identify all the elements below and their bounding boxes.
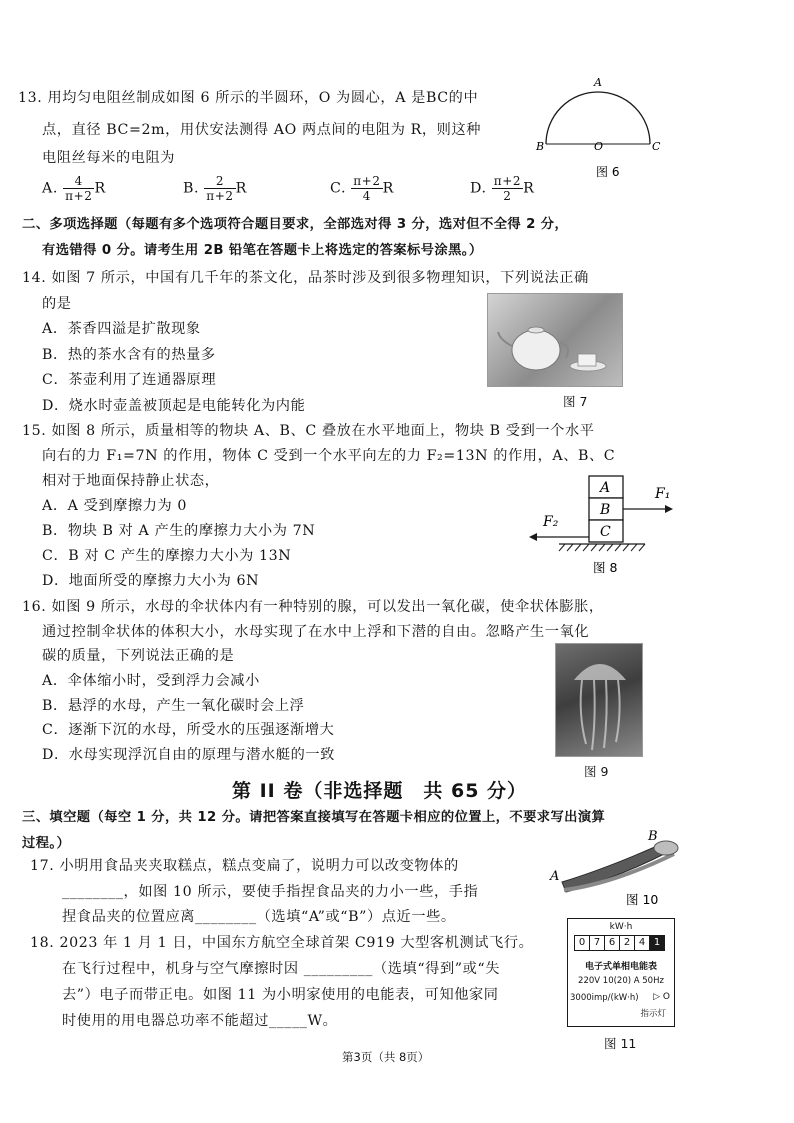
q16-line3: 碳的质量，下列说法正确的是: [42, 648, 235, 664]
svg-text:B: B: [600, 502, 611, 518]
meter-unit: kW·h: [609, 922, 633, 932]
q16-option-d: D．水母实现浮沉自由的原理与潜水艇的一致: [42, 747, 335, 763]
figure-7-teapot-photo: [487, 293, 623, 387]
section2-heading: 二、多项选择题（每题有多个选项符合题目要求，全部选对得 3 分，选对但不全得 2 分，: [22, 217, 569, 232]
q14-line2: 的是: [42, 296, 72, 312]
q14-line1: 14. 如图 7 所示，中国有几千年的茶文化，品茶时涉及到很多物理知识，下列说法正确: [22, 270, 589, 286]
q16-option-a: A．伞体缩小时，受到浮力会减小: [42, 673, 260, 689]
q13-line1: 13. 用均匀电阻丝制成如图 6 所示的半圆环，O 为圆心，A 是BC的中: [18, 90, 479, 106]
q15-option-c: C．B 对 C 产生的摩擦力大小为 13N: [42, 548, 292, 564]
q16-option-c: C．逐渐下沉的水母，所受水的压强逐渐增大: [42, 722, 335, 738]
label-o: O: [594, 140, 604, 153]
fraction: $\frac{\pi+2}{2}$: [493, 174, 522, 203]
q13-option-a: A. $\frac{4}{\pi+2}$ R: [42, 174, 106, 203]
meter-impulse: 3000imp/(kW·h): [570, 993, 639, 1003]
q17-line1: 17. 小明用食品夹夹取糕点，糕点变扁了，说明力可以改变物体的: [30, 858, 459, 874]
indicator-icon: ▷ O: [653, 992, 670, 1002]
svg-text:C: C: [600, 524, 611, 540]
q16-line1: 16. 如图 9 所示，水母的伞状体内有一种特别的腺，可以发出一氧化碳，使伞状体膨胀，: [22, 599, 604, 615]
tongs-label-b: B: [648, 829, 658, 844]
figure-9-jellyfish-photo: [555, 643, 643, 757]
figure-10-tongs-photo: [548, 828, 693, 910]
meter-digit: 6: [605, 936, 620, 950]
svg-text:A: A: [600, 480, 611, 496]
meter-digit: 4: [635, 936, 650, 950]
force-f2-label: F₂: [543, 514, 559, 530]
figure-10-caption: 图 10: [626, 892, 659, 907]
figure-9-caption: 图 9: [584, 764, 609, 779]
q14-option-d: D．烧水时壶盖被顶起是电能转化为内能: [42, 398, 306, 414]
q13-option-c: C. $\frac{\pi+2}{4}$ R: [330, 174, 394, 203]
meter-rating: 220V 10(20) A 50Hz: [578, 976, 664, 986]
figure-11-energy-meter: [567, 918, 675, 1027]
q13-option-b: B. $\frac{2}{\pi+2}$ R: [183, 174, 247, 203]
q15-option-b: B．物块 B 对 A 产生的摩擦力大小为 7N: [42, 523, 316, 539]
q16-line2: 通过控制伞状体的体积大小，水母实现了在水中上浮和下潜的自由。忽略产生一氧化: [42, 624, 590, 640]
fraction: $\frac{2}{\pi+2}$: [206, 174, 234, 203]
q17-line3: 捏食品夹的位置应离________（选填“A”或“B”）点近一些。: [62, 909, 456, 925]
figure-8-caption: 图 8: [593, 560, 618, 575]
q15-line1: 15. 如图 8 所示，质量相等的物块 A、B、C 叠放在水平地面上，物块 B 受到一个水平: [22, 423, 595, 439]
q18-line4: 时使用的用电器总功率不能超过_____W。: [62, 1013, 338, 1029]
figure-8-stacked-blocks: [525, 472, 685, 584]
q15-line3: 相对于地面保持静止状态，: [42, 473, 220, 489]
label-c: C: [652, 140, 661, 153]
label-a: A: [594, 76, 602, 89]
q16-option-b: B．悬浮的水母，产生一氧化碳时会上浮: [42, 698, 305, 714]
q17-line2: ________，如图 10 所示，要使手指捏食品夹的力小一些，手指: [62, 884, 479, 900]
section3-heading-cont: 过程。）: [22, 836, 71, 851]
figure-6-semicircle: [530, 72, 670, 182]
q13-option-d: D. $\frac{\pi+2}{2}$ R: [470, 174, 535, 203]
figure-6-caption: 图 6: [596, 165, 620, 179]
label-b: B: [536, 140, 545, 153]
part2-title: 第 II 卷（非选择题 共 65 分）: [232, 780, 528, 802]
meter-name: 电子式单相电能表: [584, 962, 657, 972]
meter-digit: 0: [575, 936, 590, 950]
q14-option-c: C．茶壶利用了连通器原理: [42, 372, 217, 388]
section2-heading-cont: 有选错得 0 分。请考生用 2B 铅笔在答题卡上将选定的答案标号涂黑。）: [42, 243, 483, 258]
q15-option-d: D．地面所受的摩擦力大小为 6N: [42, 573, 260, 589]
fraction: $\frac{4}{\pi+2}$: [65, 174, 93, 203]
meter-digit-display: [574, 935, 665, 951]
meter-digit-decimal: 1: [650, 936, 664, 950]
section3-heading: 三、填空题（每空 1 分，共 12 分。请把答案直接填写在答题卡相应的位置上，不要求写出演算: [22, 810, 606, 825]
figure-7-caption: 图 7: [563, 394, 588, 409]
indicator-label: 指示灯: [640, 1009, 666, 1019]
q15-option-a: A．A 受到摩擦力为 0: [42, 498, 188, 514]
meter-digit: 2: [620, 936, 635, 950]
q14-option-a: A．茶香四溢是扩散现象: [42, 321, 201, 337]
q18-line1: 18. 2023 年 1 月 1 日，中国东方航空全球首架 C919 大型客机测试飞行。: [30, 935, 534, 951]
figure-11-caption: 图 11: [604, 1036, 637, 1051]
q15-line2: 向右的力 F₁=7N 的作用，物体 C 受到一个水平向左的力 F₂=13N 的作用，A、B、C: [42, 448, 616, 464]
meter-digit: 7: [590, 936, 605, 950]
q13-line3: 电阻丝每米的电阻为: [42, 150, 176, 166]
page-footer: 第3页（共 8页）: [342, 1050, 430, 1064]
q18-line3: 去”）电子而带正电。如图 11 为小明家使用的电能表，可知他家同: [62, 987, 499, 1003]
q18-line2: 在飞行过程中，机身与空气摩擦时因 _________（选填“得到”或“失: [62, 961, 501, 977]
q14-option-b: B．热的茶水含有的热量多: [42, 347, 216, 363]
tongs-label-a: A: [550, 869, 560, 884]
force-f1-label: F₁: [655, 486, 671, 502]
q13-line2: 点，直径 BC=2m，用伏安法测得 AO 两点间的电阻为 R，则这种: [42, 122, 482, 138]
fraction: $\frac{\pi+2}{4}$: [353, 174, 381, 203]
